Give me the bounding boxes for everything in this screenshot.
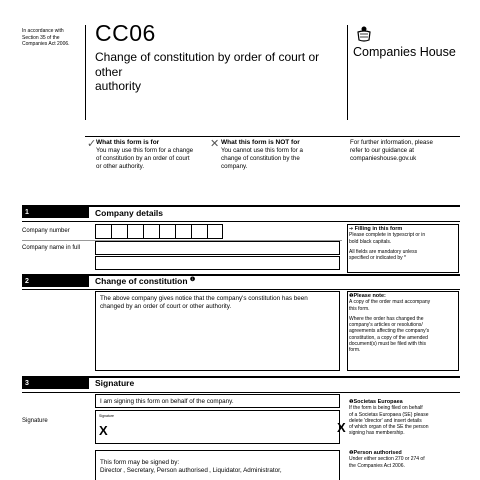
guidance-note [349, 293, 458, 354]
company-number-field[interactable] [95, 224, 223, 239]
signature-label: Signature [22, 418, 48, 424]
info-not-for [221, 139, 341, 171]
guidance-line: agreements affecting the company's [349, 328, 430, 335]
info-marker-icon: ❶ [189, 277, 196, 283]
statement-line: The above company gives notice that the company's constitution has been [100, 295, 308, 302]
info-line: change of constitution by the [221, 155, 300, 162]
form-code: CC06 [95, 20, 156, 46]
section2-subrule [22, 289, 460, 290]
company-number-cell [112, 225, 128, 238]
section1-title: Company details [95, 208, 164, 218]
sign-here-mark: X [99, 423, 108, 438]
info-further [350, 139, 460, 163]
guidance-auth-heading: Person authorised [353, 450, 402, 456]
company-number-cell [144, 225, 160, 238]
legal-note [22, 28, 84, 48]
change-statement-box [95, 291, 340, 371]
info-line: companieshouse.gov.uk [350, 155, 417, 162]
info-line: refer to our guidance at [350, 147, 414, 154]
header-divider [85, 25, 86, 120]
guidance-filling-heading: Filling in this form [354, 226, 403, 232]
section1-number: 1 [22, 207, 89, 218]
info-line: of constitution by an order of court [96, 155, 190, 162]
info-top-rule [85, 136, 460, 137]
info-line: You cannot use this form for a [221, 147, 303, 154]
guidance-line: constitution, a copy of the amended [349, 334, 428, 341]
guidance-line: Where the order has changed the [349, 315, 424, 322]
brand-name: Companies House [353, 45, 456, 59]
guidance-line: All fields are mandatory unless [349, 248, 418, 255]
form-title-line: authority [95, 79, 142, 93]
guidance-line: the Companies Act 2006. [349, 462, 405, 469]
signers-list: Director , Secretary, Person authorised , Liquidator, Administrator, [100, 467, 282, 474]
checkmark-icon: ✓ [87, 138, 97, 150]
legal-note-line: In accordance with [22, 28, 64, 34]
guidance-line: Please complete in typescript or in [349, 232, 426, 239]
guidance-line: company's articles or resolutions/ [349, 322, 423, 329]
signing-statement-box [95, 394, 340, 408]
form-title-line: Change of constitution by order of court or other [95, 50, 320, 79]
company-name-label: Company name in full [22, 245, 81, 251]
crest-icon [355, 25, 373, 43]
info-line: For further information, please [350, 139, 433, 146]
guidance-line: specified or indicated by * [349, 255, 406, 262]
company-name-field-line2[interactable] [95, 256, 340, 270]
guidance-line: signing has membership. [349, 430, 405, 437]
company-name-field-line1[interactable] [95, 241, 340, 255]
company-number-cell [192, 225, 208, 238]
signature-field[interactable] [95, 410, 340, 444]
legal-note-line: Section 35 of the [22, 34, 60, 41]
section2-title [95, 276, 195, 286]
header-right-divider [347, 25, 348, 120]
info-marker-icon: ❷ [349, 450, 354, 456]
signers-intro: This form may be signed by: [100, 459, 180, 466]
guidance-line: bold black capitals. [349, 238, 392, 245]
signers-box [95, 450, 340, 480]
section2-title-text: Change of constitution [95, 276, 188, 286]
company-number-cell [160, 225, 176, 238]
info-line: company. [221, 163, 248, 170]
info-line: or other authority. [96, 163, 145, 170]
guidance-note-heading: Please note: [353, 293, 386, 299]
signing-statement: I am signing this form on behalf of the company. [100, 398, 234, 405]
info-marker-icon: ❶ [349, 399, 354, 405]
sign-here-mark-right: X [337, 420, 346, 435]
guidance-line: delete 'director' and insert details [349, 417, 422, 424]
signature-caption: Signature [99, 414, 114, 418]
info-not-for-heading: What this form is NOT for [221, 139, 300, 146]
company-number-label: Company number [22, 228, 70, 234]
company-number-cell [128, 225, 144, 238]
company-number-cell [176, 225, 192, 238]
guidance-line: form. [349, 347, 361, 354]
form-title [95, 50, 345, 94]
section3-number: 3 [22, 378, 89, 389]
section1-subrule [22, 221, 460, 222]
guidance-se-heading: Societas Europaea [353, 399, 403, 405]
guidance-line: Under either section 270 or 274 of [349, 456, 425, 463]
cross-icon: ✕ [210, 138, 220, 150]
guidance-filling [349, 226, 458, 261]
guidance-line: of which organ of the SE the person [349, 424, 429, 431]
info-is-for-heading: What this form is for [96, 139, 160, 146]
company-number-cell [96, 225, 112, 238]
section3-title: Signature [95, 378, 135, 388]
section3-subrule [22, 392, 460, 393]
guidance-line: If the form is being filed on behalf [349, 405, 423, 412]
guidance-line: A copy of the order must accompany [349, 299, 431, 306]
guidance-line: of a Societas Europaea (SE) please [349, 411, 429, 418]
legal-note-line: Companies Act 2006. [22, 41, 70, 47]
guidance-auth [349, 450, 458, 469]
guidance-se [349, 399, 458, 437]
guidance-line: this form. [349, 305, 370, 312]
guidance-line: document(s) must be filed with this [349, 341, 426, 348]
info-marker-icon: ❶ [349, 293, 354, 299]
arrow-right-icon: ➔ [349, 226, 354, 232]
info-line: You may use this form for a change [96, 147, 194, 154]
statement-line: changed by an order of court or other authority. [100, 303, 232, 310]
section2-number: 2 [22, 276, 89, 287]
info-is-for [96, 139, 211, 171]
